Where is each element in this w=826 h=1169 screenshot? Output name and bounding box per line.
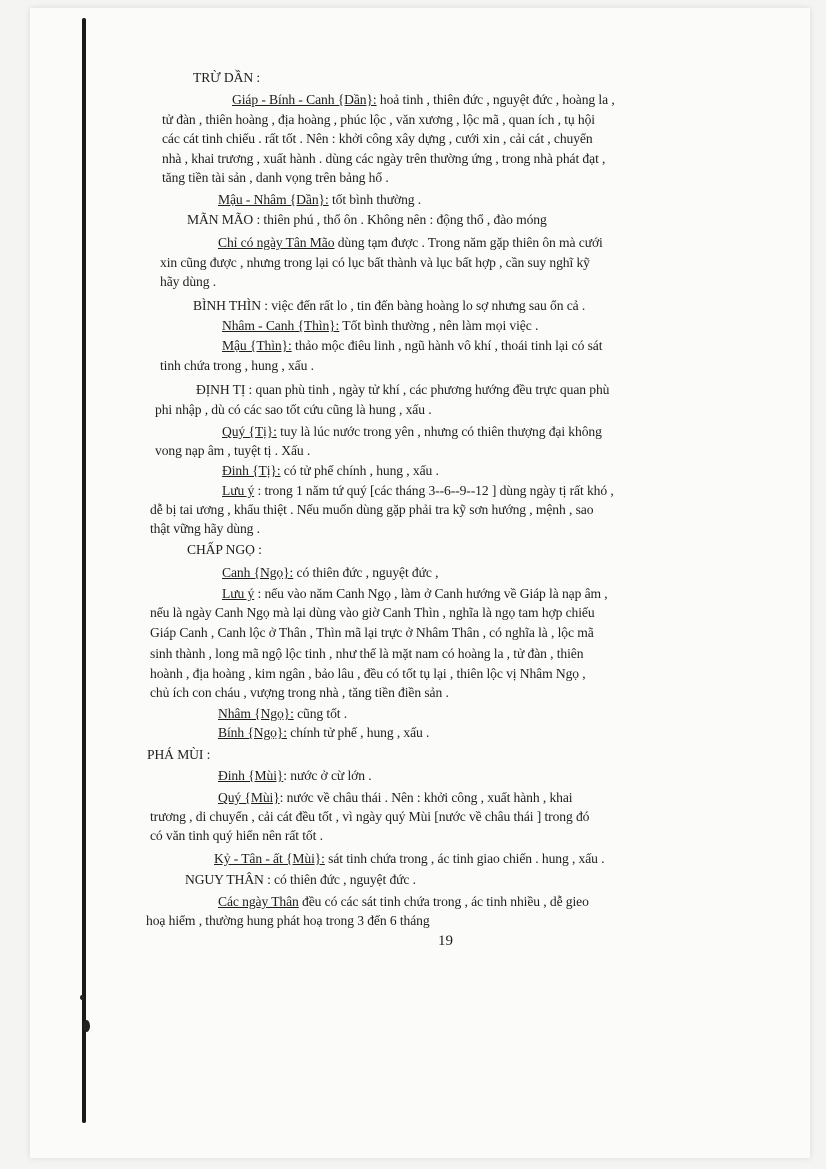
text-line: nhà , khai trương , xuất hành . dùng các ngày trên thường ứng , trong nhà phát đạt , [162,151,606,166]
text-line: Đinh {Mùi}: nước ở cừ lớn . [218,768,372,783]
section-heading-nguy-than: NGUY THÂN : có thiên đức , nguyệt đức . [185,872,416,887]
day-label: Nhâm - Canh {Thìn}: [222,318,340,333]
day-label: Đinh {Tị}: [222,463,281,478]
text-line: Giáp - Bính - Canh {Dần}: hoả tinh , thiên đức , nguyệt đức , hoàng la , [232,92,615,107]
scan-mark [80,995,84,1000]
text-line: dễ bị tai ương , khẩu thiệt . Nếu muốn dùng gặp phải tra kỹ sơn hướng , mệnh , sao [150,502,594,517]
text-line: thật vững hãy dùng . [150,521,260,536]
text-line: Kỷ - Tân - ất {Mùi}: sát tinh chứa trong , ác tinh giao chiến . hung , xấu . [214,851,605,866]
day-label: Kỷ - Tân - ất {Mùi}: [214,851,325,866]
text-line: hoạ hiểm , thường hung phát hoạ trong 3 đến 6 tháng [146,913,430,928]
text-line: Nhâm {Ngọ}: cũng tốt . [218,706,348,721]
text-line: Nhâm - Canh {Thìn}: Tốt bình thường , nên làm mọi việc . [222,318,539,333]
text-line: Chỉ có ngày Tân Mão dùng tạm được . Trong năm gặp thiên ôn mà cưới [218,235,603,250]
scan-mark [83,1020,90,1032]
text-line: Bính {Ngọ}: chính tử phế , hung , xấu . [218,725,430,740]
text-line: Các ngày Thân đều có các sát tinh chứa trong , ác tinh nhiều , dễ gieo [218,894,589,909]
text-line: tinh chứa trong , hung , xấu . [160,358,314,373]
text-line: Đinh {Tị}: có tử phế chính , hung , xấu . [222,463,439,478]
text-line: xin cũng được , nhưng trong lại có lục bất thành và lục bất hợp , cần suy nghĩ kỹ [160,255,590,270]
day-label: Đinh {Mùi} [218,768,284,783]
text-line: Lưu ý : trong 1 năm tứ quý [các tháng 3--6--9--12 ] dùng ngày tị rất khó , [222,483,614,498]
text-line: Quý {Mùi}: nước về châu thái . Nên : khởi công , xuất hành , khai [218,790,573,805]
note-label: Lưu ý [222,483,255,498]
section-heading-pha-mui: PHÁ MÙI : [147,747,211,762]
text-line: nếu là ngày Canh Ngọ mà lại dùng vào giờ Canh Thìn , nghĩa là ngọ tam hợp chiếu [150,605,595,620]
day-label: Giáp - Bính - Canh {Dần}: [232,92,377,107]
text-line: Mậu {Thìn}: thảo mộc điêu linh , ngũ hành vô khí , thoái tinh lại có sát [222,338,603,353]
day-label: Chỉ có ngày Tân Mão [218,235,335,250]
paper-sheet [30,8,810,1158]
note-label: Lưu ý [222,586,255,601]
day-label: Quý {Mùi} [218,790,280,805]
text-line: Canh {Ngọ}: có thiên đức , nguyệt đức , [222,565,439,580]
section-heading-tru-dan: TRỪ DẦN : [193,70,261,85]
section-heading-binh-thin: BÌNH THÌN : việc đến rất lo , tin đến bàng hoàng lo sợ nhưng sau ổn cả . [193,298,586,313]
text-line: có văn tinh quý hiển nên rất tốt . [150,828,323,843]
text-line: Giáp Canh , Canh lộc ở Thân , Thìn mã lại trực ở Nhâm Thân , có nghĩa là , lộc mã [150,625,594,640]
text-line: trương , di chuyển , cải cát đều tốt , vì ngày quý Mùi [nước về châu thái ] trong đó [150,809,590,824]
binding-edge-line [82,18,86,1123]
text-line: Mậu - Nhâm {Dần}: tốt bình thường . [218,192,422,207]
text-line: phi nhập , dù có các sao tốt cứu cũng là hung , xấu . [155,402,432,417]
page-number: 19 [438,933,453,949]
text-line: vong nạp âm , tuyệt tị . Xấu . [155,443,311,458]
day-label: Mậu {Thìn}: [222,338,292,353]
day-label: Các ngày Thân [218,894,299,909]
section-heading-dinh-ti: ĐỊNH TỊ : quan phù tinh , ngày tử khí , các phương hướng đều trực quan phù [196,382,610,397]
day-label: Quý {Tị}: [222,424,277,439]
day-label: Nhâm {Ngọ}: [218,706,294,721]
section-heading-chap-ngo: CHẤP NGỌ : [187,542,262,557]
day-label: Bính {Ngọ}: [218,725,287,740]
day-label: Canh {Ngọ}: [222,565,294,580]
day-label: Mậu - Nhâm {Dần}: [218,192,329,207]
text-line: tăng tiền tài sản , danh vọng trên bảng hổ . [162,170,389,185]
section-heading-man-mao: MÃN MÃO : thiên phú , thổ ôn . Không nên : động thổ , đào móng [187,212,547,227]
text-line: sinh thành , long mã ngộ lộc tinh , như thế là mặt nam có hoàng la , tử đàn , thiên [150,646,584,661]
text-line: tử đàn , thiên hoàng , địa hoàng , phúc lộc , văn xương , lộc mã , quan ích , tụ hội [162,112,595,127]
text-line: Quý {Tị}: tuy là lúc nước trong yên , nhưng có thiên thượng đại không [222,424,602,439]
text-line: hoành , địa hoàng , kim ngân , bảo lâu , đều có tốt tụ lại , thiên lộc vị Nhâm Ngọ , [150,666,586,681]
text-line: Lưu ý : nếu vào năm Canh Ngọ , làm ở Canh hướng về Giáp là nạp âm , [222,586,608,601]
text-line: chủ ích con cháu , vượng trong nhà , tăng tiền điền sản . [150,685,449,700]
text-line: các cát tinh chiếu . rất tốt . Nên : khởi công xây dựng , cưới xin , cải cát , chuyển [162,131,593,146]
text-line: hãy dùng . [160,274,217,289]
